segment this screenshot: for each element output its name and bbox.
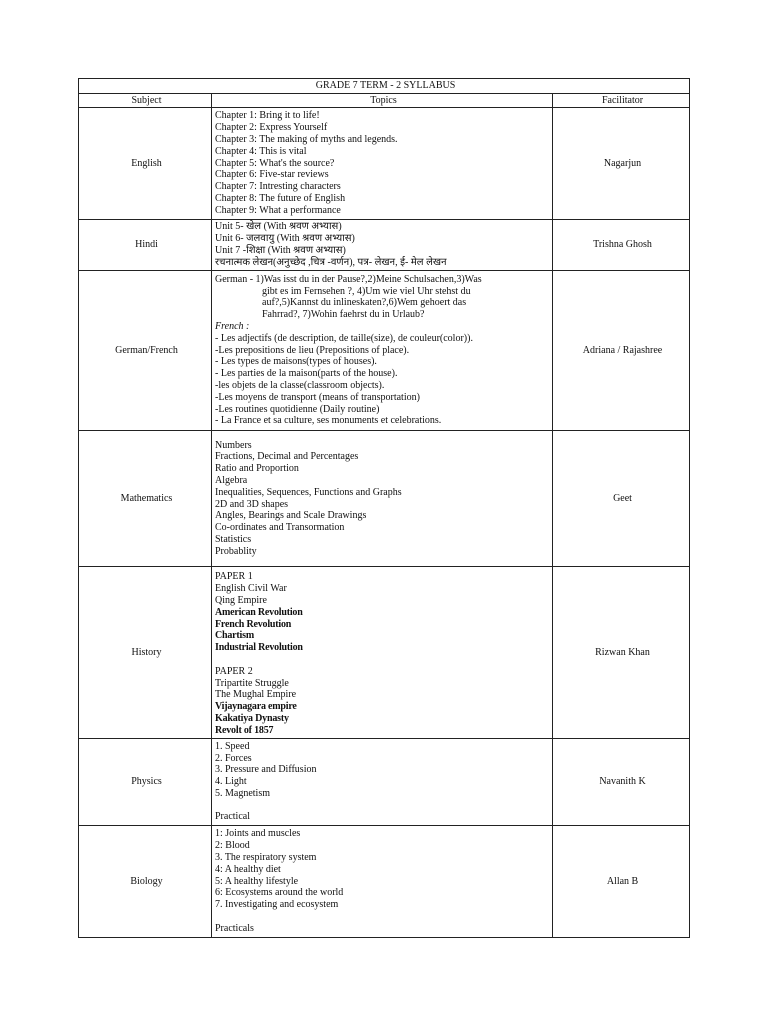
subject-cell: Hindi — [79, 220, 212, 271]
topic-line: 6: Ecosystems around the world — [215, 887, 344, 899]
table-row — [79, 567, 690, 739]
table-row — [79, 220, 690, 271]
topic-line: The Mughal Empire — [215, 689, 297, 701]
topic-line: -Les routines quotidienne (Daily routine) — [215, 403, 380, 415]
topic-line: Industrial Revolution — [215, 642, 303, 654]
topics-cell — [212, 826, 553, 938]
topic-line: Algebra — [215, 474, 248, 486]
topic-line: -Les moyens de transport (means of transportation) — [215, 391, 420, 403]
topic-line: Chapter 8: The future of English — [215, 192, 346, 204]
facilitator-cell: Trishna Ghosh — [553, 220, 690, 271]
topic-line: Vijaynagara empire — [215, 701, 297, 713]
table-title: GRADE 7 TERM - 2 SYLLABUS — [79, 79, 690, 94]
subject-cell: German/French — [79, 271, 212, 431]
topic-line: Tripartite Struggle — [215, 677, 289, 689]
topic-line: Statistics — [215, 533, 252, 545]
subject-cell: Physics — [79, 739, 212, 826]
table-row — [79, 431, 690, 567]
topic-line: Kakatiya Dynasty — [215, 712, 289, 724]
topic-line: auf?,5)Kannst du inlineskaten?,6)Wem gehoert das — [262, 297, 467, 309]
topic-line: gibt es im Fernsehen ?, 4)Um wie viel Uhr stehst du — [262, 285, 471, 297]
topic-line: 4. Light — [215, 776, 247, 788]
subject-cell: History — [79, 567, 212, 739]
topic-line: Chapter 5: What's the source? — [215, 157, 335, 169]
table-row — [79, 826, 690, 938]
topic-line: French : — [215, 321, 250, 332]
topic-line: 3. Pressure and Diffusion — [215, 764, 317, 776]
topic-line: Chapter 3: The making of myths and legends. — [215, 134, 398, 145]
topic-line: Probablity — [215, 545, 257, 557]
header-facilitator: Facilitator — [553, 94, 690, 108]
topic-line: Chapter 7: Intresting characters — [215, 181, 341, 193]
spacer — [215, 911, 552, 923]
facilitator-cell: Rizwan Khan — [553, 567, 690, 739]
topic-line: Ratio and Proportion — [215, 463, 299, 475]
topic-line: -les objets de la classe(classroom objects). — [215, 379, 385, 391]
topic-line: 5. Magnetism — [215, 787, 270, 799]
topic-line: 2: Blood — [215, 840, 250, 852]
facilitator-cell: Geet — [553, 431, 690, 567]
topic-line: 2. Forces — [215, 752, 252, 764]
table-row — [79, 271, 690, 431]
topic-line: French Revolution — [215, 618, 292, 630]
topic-line: - La France et sa culture, ses monuments et celebrations. — [215, 415, 442, 427]
subject-cell: English — [79, 108, 212, 220]
topic-line: American Revolution — [215, 606, 303, 618]
topic-line: 4: A healthy diet — [215, 863, 281, 875]
topic-line: German - 1)Was isst du in der Pause?,2)Meine Schulsachen,3)Was — [215, 273, 482, 285]
topics-cell — [212, 271, 553, 431]
topic-line: Unit 7 -शिक्षा (With श्रवण अभ्यास) — [215, 245, 346, 256]
topic-line: Revolt of 1857 — [215, 724, 274, 736]
topic-line: Chapter 4: This is vital — [215, 145, 307, 157]
topic-line: - Les types de maisons(types of houses). — [215, 356, 377, 368]
topic-line: -Les prepositions de lieu (Prepositions of place). — [215, 344, 410, 356]
topic-line: 5: A healthy lifestyle — [215, 875, 299, 887]
topic-line: - Les adjectifs (de description, de taille(size), de couleur(color)). — [215, 332, 473, 344]
topic-line: 3. The respiratory system — [215, 852, 317, 863]
topic-line: Chapter 9: What a performance — [215, 204, 341, 216]
topic-line: Practical — [215, 811, 250, 823]
topic-line: 1: Joints and muscles — [215, 828, 301, 840]
subject-cell: Mathematics — [79, 431, 212, 567]
topic-line: Numbers — [215, 439, 252, 451]
topic-line: - Les parties de la maison(parts of the house). — [215, 368, 398, 380]
facilitator-cell: Adriana / Rajashree — [553, 271, 690, 431]
topic-line: 2D and 3D shapes — [215, 498, 289, 510]
syllabus-table — [78, 78, 690, 938]
topic-line: Chapter 1: Bring it to life! — [215, 110, 320, 122]
topic-line: 7. Investigating and ecosystem — [215, 899, 339, 911]
spacer — [215, 654, 552, 666]
topics-cell — [212, 739, 553, 826]
topic-line: Qing Empire — [215, 595, 267, 607]
topic-line: रचनात्मक लेखन(अनुच्छेद ,चित्र -वर्णन), पत्र- लेखन, ई- मेल लेखन — [215, 256, 447, 268]
table-row — [79, 739, 690, 826]
table-row — [79, 108, 690, 220]
topic-line: Co-ordinates and Transormation — [215, 522, 345, 534]
topic-line: PAPER 1 — [215, 571, 253, 583]
title-row — [79, 79, 690, 94]
topic-line: Chartism — [215, 630, 254, 642]
topics-cell — [212, 567, 553, 739]
spacer — [215, 800, 552, 812]
topic-line: Fractions, Decimal and Percentages — [215, 451, 359, 463]
topic-line: Unit 5- खेल (With श्रवण अभ्यास) — [215, 221, 342, 233]
facilitator-cell: Navanith K — [553, 739, 690, 826]
topics-cell — [212, 431, 553, 567]
topic-line: Unit 6- जलवायु (With श्रवण अभ्यास) — [215, 233, 355, 245]
header-subject: Subject — [79, 94, 212, 108]
topic-line: Chapter 6: Five-star reviews — [215, 169, 329, 181]
facilitator-cell: Nagarjun — [553, 108, 690, 220]
header-row — [79, 94, 690, 108]
topic-line: Fahrrad?, 7)Wohin faehrst du in Urlaub? — [262, 309, 425, 321]
topics-cell — [212, 220, 553, 271]
subject-cell: Biology — [79, 826, 212, 938]
topic-line: Inequalities, Sequences, Functions and Graphs — [215, 486, 402, 498]
topic-line: Angles, Bearings and Scale Drawings — [215, 510, 367, 522]
topic-line: Practicals — [215, 922, 254, 934]
topic-line: 1. Speed — [215, 740, 250, 752]
topics-cell — [212, 108, 553, 220]
header-topics: Topics — [212, 94, 553, 108]
topic-line: PAPER 2 — [215, 665, 253, 677]
topic-line: English Civil War — [215, 583, 287, 595]
topic-line: Chapter 2: Express Yourself — [215, 122, 328, 134]
facilitator-cell: Allan B — [553, 826, 690, 938]
